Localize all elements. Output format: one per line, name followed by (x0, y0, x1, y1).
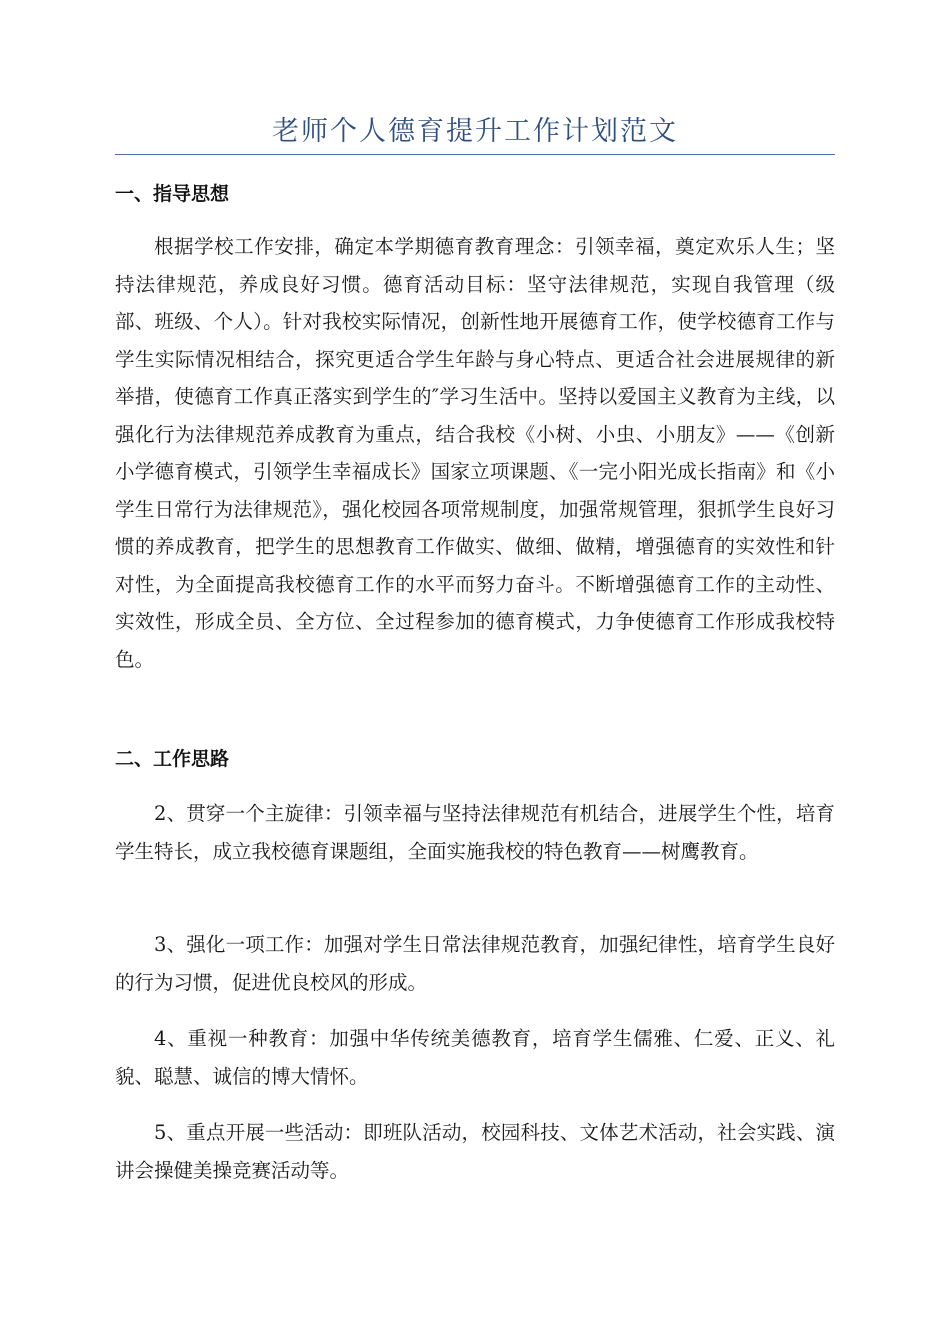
paragraph-item-4: 4、重视一种教育：加强中华传统美德教育，培育学生儒雅、仁爱、正义、礼貌、聪慧、诚信的博大情怀。 (115, 1027, 835, 1088)
document-title: 老师个人德育提升工作计划范文 (272, 116, 678, 147)
paragraph-item-3: 3、强化一项工作：加强对学生日常法律规范教育，加强纪律性，培育学生良好的行为习惯，促进优良校风的形成。 (115, 933, 835, 994)
section-heading-guiding-thought: 一、指导思想 (115, 183, 230, 205)
paragraph-item-2: 2、贯穿一个主旋律：引领幸福与坚持法律规范有机结合，进展学生个性，培育学生特长，成立我校德育课题组，全面实施我校的特色教育——树鹰教育。 (115, 802, 835, 863)
title-underline (115, 154, 835, 155)
paragraph-item-5: 5、重点开展一些活动：即班队活动，校园科技、文体艺术活动，社会实践、演讲会操健美操竞赛活动等。 (115, 1121, 835, 1182)
paragraph-guiding-thought: 根据学校工作安排，确定本学期德育教育理念：引领幸福，奠定欢乐人生；坚持法律规范，养成良好习惯。德育活动目标：坚守法律规范，实现自我管理（级部、班级、个人）。针对我校实际情况，创新性地开展德育工作，使学校德育工作与学生实际情况相结合，探究更适合学生年龄与身心特点、更适合社会进展规律的新举措，使德育工作真正落实到学生的″学习生活中。坚持以爱国主义教育为主线，以强化行为法律规范养成教育为重点，结合我校《小树、小虫、小朋友》——《创新小学德育模式，引领学生幸福成长》国家立项课题、《一完小阳光成长指南》和《小学生日常行为法律规范》，强化校园各项常规制度，加强常规管理，狠抓学生良好习惯的养成教育，把学生的思想教育工作做实、做细、做精，增强德育的实效性和针对性，为全面提高我校德育工作的水平而努力奋斗。不断增强德育工作的主动性、实效性，形成全员、全方位、全过程参加的德育模式，力争使德育工作形成我校特色。 (115, 235, 835, 671)
section-heading-work-approach: 二、工作思路 (115, 748, 230, 770)
